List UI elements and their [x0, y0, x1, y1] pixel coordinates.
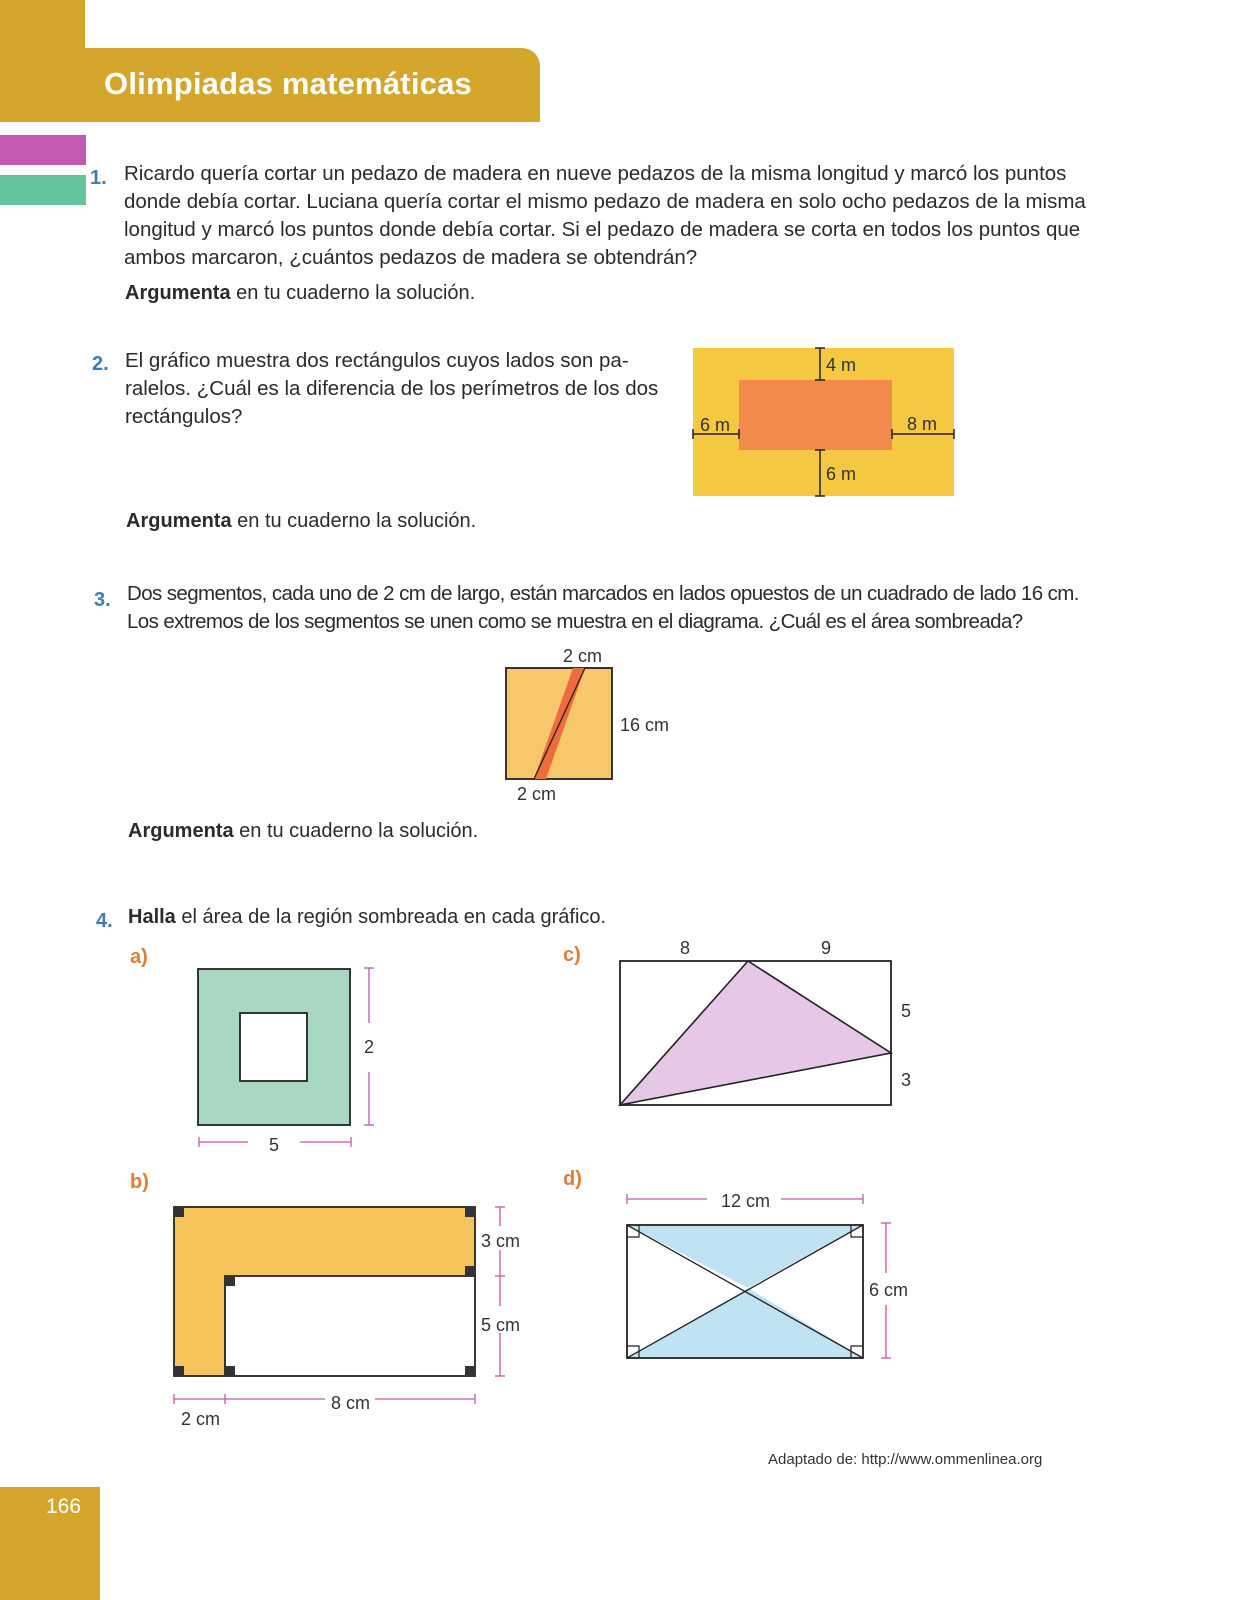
- q3-argue: [128, 820, 478, 843]
- q2-label-bottom: 6 m: [826, 464, 857, 484]
- q3-line: Dos segmentos, cada uno de 2 cm de largo, están marcados en lados opuestos de un cuadrado de lado 16 cm.: [127, 582, 1079, 605]
- q4b-shaded-l: [174, 1207, 475, 1376]
- q3-label-side: 16 cm: [620, 715, 670, 735]
- q4d-label-height: 6 cm: [869, 1280, 909, 1300]
- q4d-tag: d): [563, 1168, 582, 1190]
- q4c-label-r2: 3: [901, 1070, 912, 1090]
- q3-number: 3.: [94, 589, 111, 611]
- margin-tab-green: [0, 175, 86, 205]
- q2-line: ralelos. ¿Cuál es la diferencia de los perímetros de los dos: [125, 377, 659, 400]
- q4c-label-t2: 9: [821, 938, 832, 958]
- q1-line: longitud y marcó los puntos donde debía cortar. Si el pedazo de madera se corta en todos los puntos que: [124, 218, 1081, 241]
- q4a-inner-square: [240, 1013, 307, 1081]
- q3-figure: [495, 640, 680, 810]
- margin-tab-magenta: [0, 135, 86, 165]
- q2-number: 2.: [92, 353, 109, 375]
- q4c-label-r1: 5: [901, 1001, 912, 1021]
- q4-bold: Halla: [128, 906, 176, 928]
- q1-line: Ricardo quería cortar un pedazo de madera en nueve pedazos de la misma longitud y marcó los puntos: [124, 162, 1067, 185]
- q2-figure: [680, 340, 970, 505]
- q4c-label-t1: 8: [680, 938, 691, 958]
- q4a-figure: [190, 960, 390, 1160]
- q2-line: El gráfico muestra dos rectángulos cuyos lados son pa-: [125, 349, 629, 372]
- q4-rest: el área de la región sombreada en cada gráfico.: [175, 906, 607, 928]
- q4d-figure: [615, 1185, 935, 1375]
- q4c-figure: [610, 933, 930, 1118]
- q2-line: rectángulos?: [125, 405, 243, 428]
- q2-inner-rect: [739, 380, 892, 450]
- q4b-tag: b): [130, 1171, 149, 1193]
- q4b-figure: [165, 1198, 545, 1438]
- argue-bold: Argumenta: [125, 282, 231, 304]
- q4b-label-h2: 5 cm: [481, 1315, 521, 1335]
- q4a-tag: a): [130, 946, 148, 968]
- q1-line: donde debía cortar. Luciana quería cortar el mismo pedazo de madera en solo ocho pedazos de la misma: [124, 190, 1086, 213]
- q4-text: [128, 906, 606, 929]
- q1-line: ambos marcaron, ¿cuántos pedazos de madera se obtendrán?: [124, 246, 698, 269]
- q4d-shaded-top: [627, 1225, 863, 1288]
- q2-label-left: 6 m: [700, 415, 731, 435]
- q4-number: 4.: [96, 910, 113, 932]
- argue-bold: Argumenta: [128, 820, 234, 842]
- header-strip: [0, 0, 85, 50]
- argue-rest: en tu cuaderno la solución.: [230, 282, 476, 304]
- argue-bold: Argumenta: [126, 510, 232, 532]
- q4b-label-h1: 3 cm: [481, 1231, 521, 1251]
- page-number: 166: [46, 1495, 82, 1518]
- q3-line: Los extremos de los segmentos se unen como se muestra en el diagrama. ¿Cuál es el área sombreada?: [127, 610, 1023, 633]
- q3-label-top: 2 cm: [563, 646, 603, 666]
- page-title: Olimpiadas matemáticas: [104, 66, 472, 101]
- q4b-label-w1: 2 cm: [181, 1409, 221, 1429]
- q2-text: [125, 347, 659, 431]
- q1-argue: [125, 282, 475, 305]
- argue-rest: en tu cuaderno la solución.: [233, 820, 479, 842]
- q4d-label-width: 12 cm: [721, 1191, 771, 1211]
- argue-rest: en tu cuaderno la solución.: [231, 510, 477, 532]
- q4a-label-side: 2: [364, 1037, 375, 1057]
- q4c-tag: c): [563, 944, 581, 966]
- q4b-inner-edge: [225, 1276, 475, 1376]
- q4d-shaded-bottom: [627, 1288, 863, 1358]
- q3-text: [127, 580, 1079, 636]
- q3-label-bottom: 2 cm: [517, 784, 557, 804]
- source-credit: Adaptado de: http://www.ommenlinea.org: [768, 1451, 1043, 1468]
- q2-label-right: 8 m: [907, 414, 938, 434]
- q4a-label-bottom: 5: [269, 1135, 280, 1155]
- q1-number: 1.: [90, 167, 107, 189]
- q2-label-top: 4 m: [826, 355, 857, 375]
- q1-text: [124, 160, 1086, 272]
- q4b-label-w2: 8 cm: [331, 1393, 371, 1413]
- q2-argue: [126, 510, 476, 533]
